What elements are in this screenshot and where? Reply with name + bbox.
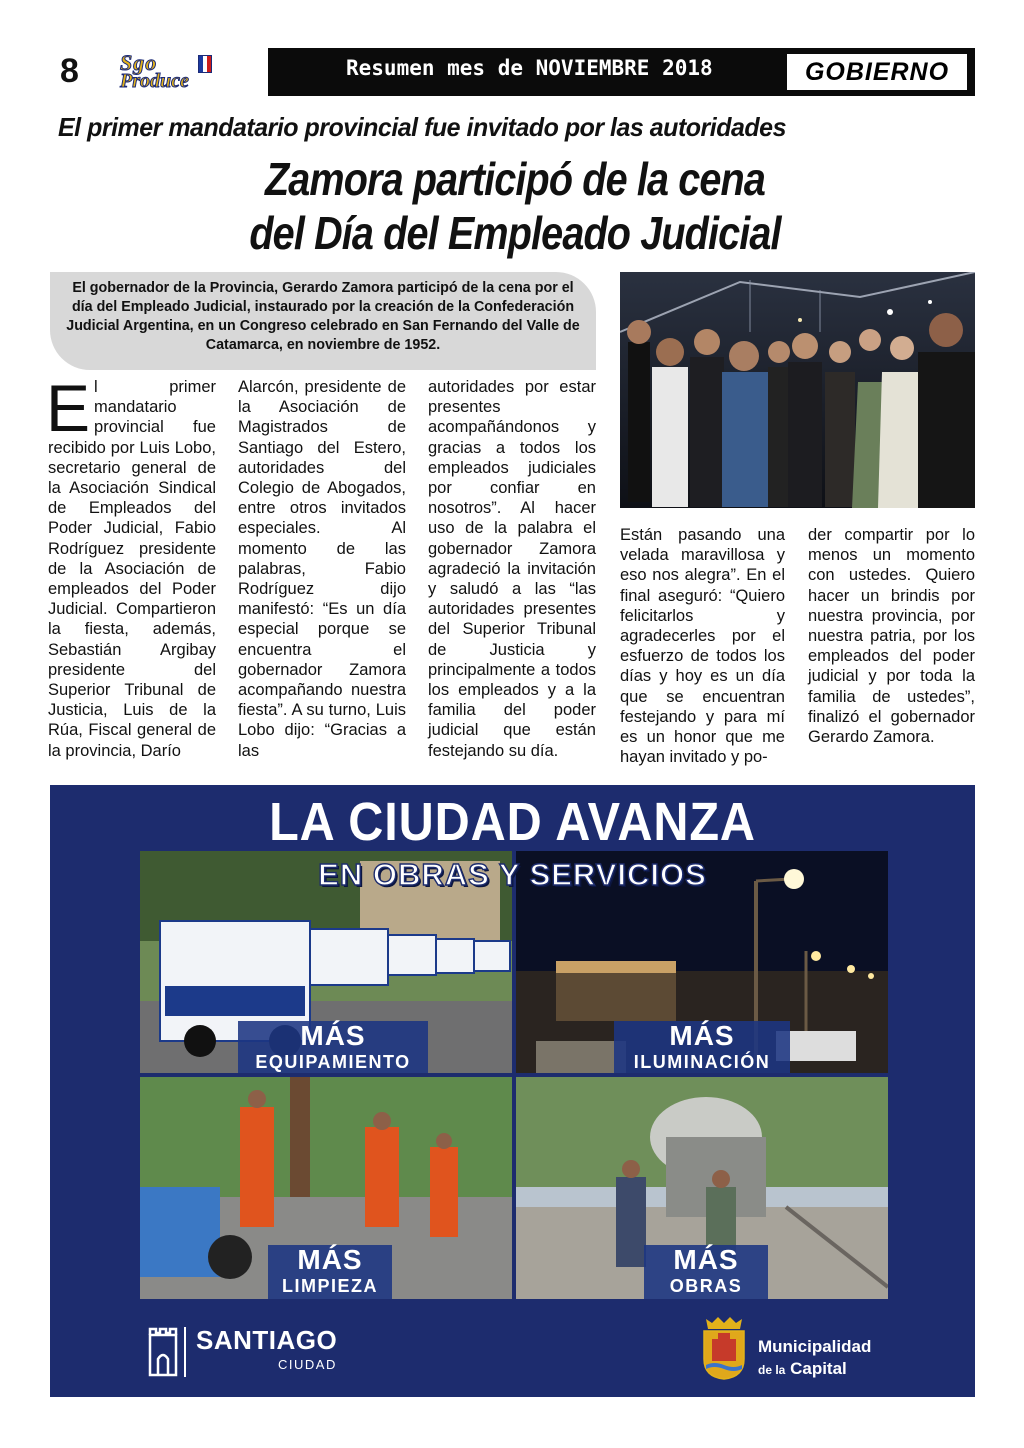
article-column-1 — [46, 371, 216, 761]
issue-summary: Resumen mes de NOVIEMBRE 2018 — [346, 56, 713, 80]
badge-line-1: MÁS — [669, 1020, 735, 1051]
lead-box — [50, 272, 596, 370]
logo-text-sgo: Sgo — [120, 50, 158, 75]
article-headline — [175, 152, 854, 260]
logo-ciudad-text: CIUDAD — [278, 1357, 337, 1372]
badge-equipamiento — [238, 1021, 428, 1073]
headline-line-1: Zamora participó de la cena — [264, 153, 766, 205]
panel-obras — [516, 1077, 888, 1299]
headline-line-2: del Día del Empleado Judicial — [249, 207, 781, 259]
article-column-2: Alarcón, presidente de la Asociación de Magistrados de Santiago del Estero, autoridades del Colegio de Abogados, entre otros invitados especiales. Al momento de las palabras, Fabio Rodríguez dijo manifestó: “Es un día especial porque se encuentra el gobernador Zamora acompañando nuestra fiesta”. A su turno, Luis Lobo dijo: “Gracias a las — [238, 378, 406, 760]
badge-line-2: LIMPIEZA — [282, 1276, 378, 1296]
event-photo — [620, 272, 975, 508]
logo-pre-text: de la — [758, 1363, 786, 1377]
article-column-4: Están pasando una velada maravillosa y eso nos alegra”. En el final aseguró: “Quiero felicitarlos y agradecerles por el esfuerzo de todos los días y hoy es un día que se encuentran festejando y para mí es un honor que me hayan invitado y po- — [620, 526, 785, 767]
logo-text-produce: Produce — [120, 70, 189, 92]
badge-limpieza — [268, 1245, 392, 1299]
badge-iluminacion — [614, 1021, 790, 1073]
city-advertisement — [50, 785, 975, 1397]
panel-limpieza — [140, 1077, 512, 1299]
flag-icon — [198, 55, 212, 73]
sgo-produce-logo — [112, 50, 257, 94]
badge-line-1: MÁS — [300, 1020, 366, 1051]
badge-obras — [644, 1245, 768, 1299]
badge-line-2: OBRAS — [669, 1276, 743, 1296]
header-bar — [268, 48, 975, 96]
coat-of-arms-icon — [700, 1315, 748, 1381]
article-column-5: der compartir por lo menos un momento con ustedes. Quiero hacer un brindis por nuestra provincia, por nuestra patria, por los empleados del poder judicial y por toda la familia de ustedes”, finalizó el gobernador Gerardo Zamora. — [808, 526, 975, 747]
municipalidad-logo — [700, 1315, 930, 1387]
logo-capital-text: Capital — [790, 1359, 847, 1378]
badge-line-1: MÁS — [673, 1244, 739, 1275]
logo-santiago-text: SANTIAGO — [196, 1325, 338, 1355]
article-column-3: autoridades por estar presentes acompañándonos y gracias a todos los empleados judiciales por confiar en nosotros”. Al hacer uso de la palabra el gobernador Zamora agradeció la invitación y saludó a las “las autoridades presentes del Superior Tribunal de Justicia y principalmente a todos los empleados y a la familia del poder judicial que están festejando su día. — [428, 378, 596, 760]
page-number: 8 — [60, 52, 79, 90]
drop-cap: E — [46, 371, 91, 445]
santiago-ciudad-logo — [146, 1325, 346, 1381]
badge-line-2: EQUIPAMIENTO — [255, 1052, 411, 1072]
badge-line-1: MÁS — [297, 1244, 363, 1275]
logo-municipalidad-text: Municipalidad — [758, 1337, 872, 1356]
logo-divider — [184, 1327, 186, 1377]
logo-capital-line — [758, 1359, 847, 1379]
tower-icon — [146, 1325, 186, 1379]
section-label: GOBIERNO — [787, 54, 967, 90]
column-1-text: l primer mandatario provincial fue recibido por Luis Lobo, secretario general de la Asociación Sindical de Empleados del Poder Judicial, Fabio Rodríguez presidente de la Asociación de empleados del Poder Judicial. Compartieron la fiesta, además, Sebastián Argibay presidente del Superior Tribunal de Justicia, Luis de la Rúa, Fiscal general de la provincia, Darío — [48, 378, 216, 760]
badge-line-2: ILUMINACIÓN — [633, 1052, 771, 1072]
ad-subtitle: EN OBRAS Y SERVICIOS — [318, 857, 707, 892]
lead-text: El gobernador de la Provincia, Gerardo Zamora participó de la cena por el día del Empleado Judicial, instaurado por la creación de la Confederación Judicial Argentina, en un Congreso celebrado en San Fernando del Valle de Catamarca, en noviembre de 1952. — [66, 280, 580, 353]
article-kicker: El primer mandatario provincial fue invitado por las autoridades — [58, 112, 786, 142]
ad-title: LA CIUDAD AVANZA — [269, 792, 756, 852]
